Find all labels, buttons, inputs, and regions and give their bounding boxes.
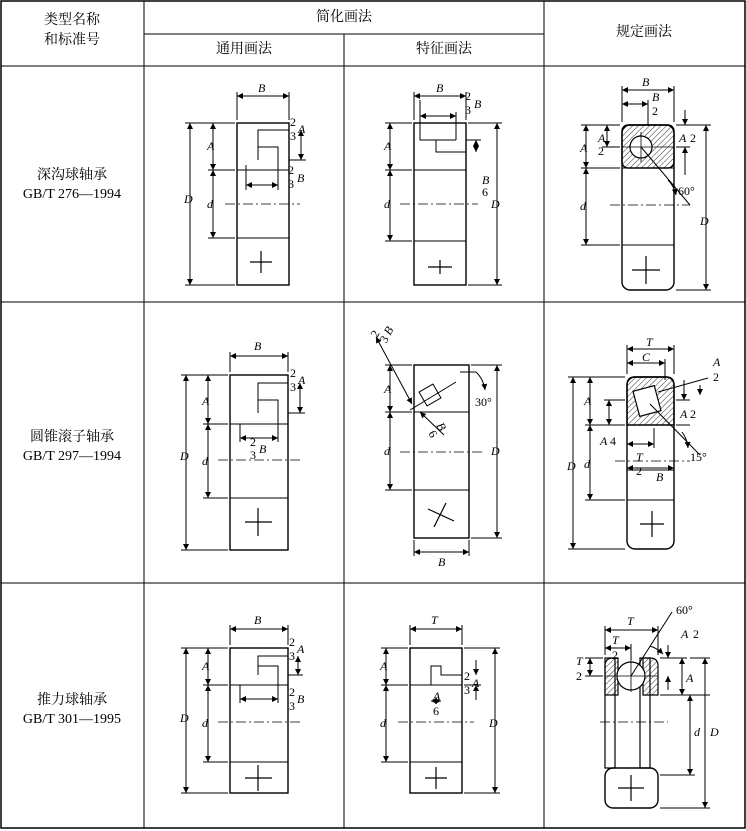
r1s-label-d: d <box>580 199 586 213</box>
header-feature: 特征画法 <box>416 41 472 57</box>
r2s-label-D: D <box>567 459 576 473</box>
r2g-label-A: A <box>202 394 210 408</box>
r3g-frac2-3: 3 <box>289 699 295 713</box>
r2f-label-B: B <box>438 555 446 569</box>
r3g-frac-3: 3 <box>289 649 295 663</box>
header-general: 通用画法 <box>216 41 272 57</box>
r3g-label-D: D <box>180 711 189 725</box>
r3s-label-T: T <box>627 614 634 628</box>
r1g-label-B: B <box>258 81 266 95</box>
r1g-frac-A: A <box>298 122 306 136</box>
r2f-frac-B: B <box>380 323 397 338</box>
r2s-fracR-2: 2 <box>713 370 719 384</box>
r3s-fracT-T: T <box>612 633 619 647</box>
r3g-frac-A: A <box>297 642 305 656</box>
r1f-label-B: B <box>436 81 444 95</box>
r2f-angle-30: 30° <box>475 395 492 409</box>
r2s-fracT-2: 2 <box>636 464 642 478</box>
r3f-label-A: A <box>380 659 388 673</box>
r3s-label-A: A <box>686 671 694 685</box>
r3s-label-d: d <box>694 725 700 739</box>
r2g-frac2-3: 3 <box>250 448 256 462</box>
header-simplified: 简化画法 <box>316 9 372 25</box>
r1g-label-A: A <box>207 139 215 153</box>
r2g-frac-3: 3 <box>290 380 296 394</box>
r1g-label-D: D <box>184 192 193 206</box>
r3f-label-d: d <box>380 716 386 730</box>
r3f-frac-2: 2 <box>464 669 470 683</box>
row-2-type: 圆锥滚子轴承 <box>30 429 114 445</box>
r2g-frac-2: 2 <box>290 366 296 380</box>
r2f-frac-3: 3 <box>376 333 392 346</box>
r1f-label-A: A <box>384 139 392 153</box>
r2f-frac-2: 2 <box>367 327 383 340</box>
header-col1-line1: 类型名称 <box>44 12 100 28</box>
row-2-standard: GB/T 297—1994 <box>22 449 122 464</box>
header-specified: 规定画法 <box>616 24 672 40</box>
r3g-frac-2: 2 <box>289 635 295 649</box>
r1s-frac-B: B <box>652 90 660 104</box>
r3s-fracA-2: 2 <box>693 627 699 641</box>
r3f-frac-A: A <box>472 676 480 690</box>
r1s-fracR-2: 2 <box>690 131 696 145</box>
row-1-standard: GB/T 276—1994 <box>22 187 122 202</box>
r1g-frac2-B: B <box>297 171 305 185</box>
r3g-label-B: B <box>254 613 262 627</box>
r2s-angle-15: 15° <box>690 450 707 464</box>
r1s-label-D: D <box>700 214 709 228</box>
r2f-label-D: D <box>491 444 500 458</box>
r1s-fracR-A: A <box>679 131 687 145</box>
r2s-fracM-A: A <box>680 407 688 421</box>
row3-general-drawing <box>181 625 303 793</box>
r2f-frac2-B: B <box>433 419 450 434</box>
r3g-frac2-B: B <box>297 692 305 706</box>
r1f-frac-B: B <box>474 97 482 111</box>
r1s-frac-2: 2 <box>652 104 658 118</box>
r2f-label-d: d <box>384 444 390 458</box>
r3g-frac2-2: 2 <box>289 685 295 699</box>
r2s-label-A: A <box>584 394 592 408</box>
r3g-label-A: A <box>202 659 210 673</box>
r3f-label-T: T <box>431 613 438 627</box>
r1s-fracL-2: 2 <box>598 144 604 158</box>
row2-general-drawing <box>181 352 305 550</box>
row-1-type: 深沟球轴承 <box>37 167 107 183</box>
r3s-fracT-2: 2 <box>612 648 618 662</box>
r1g-label-d: d <box>207 197 213 211</box>
r2s-fracR-A: A <box>713 355 721 369</box>
r3s-label-D: D <box>710 725 719 739</box>
r2s-label-B: B <box>656 470 664 484</box>
r1s-angle-60: 60° <box>678 184 695 198</box>
r3s-angle-60: 60° <box>676 603 693 617</box>
row2-specified-drawing <box>568 345 708 549</box>
r3s-fracA-A: A <box>681 627 689 641</box>
r1f-frac-3: 3 <box>465 103 471 117</box>
r2g-frac-A: A <box>298 373 306 387</box>
r2s-fracT-T: T <box>636 450 643 464</box>
r3s-fracL-T: T <box>576 654 583 668</box>
row-3-type: 推力球轴承 <box>37 692 107 708</box>
row3-feature-drawing <box>381 625 500 793</box>
r2s-fracL-4: 4 <box>610 434 616 448</box>
r2s-label-d: d <box>584 457 590 471</box>
r1s-label-A: A <box>580 141 588 155</box>
r3f-frac-3: 3 <box>464 683 470 697</box>
r2g-label-B: B <box>254 339 262 353</box>
r2s-label-C: C <box>642 350 651 364</box>
r1g-frac2-3: 3 <box>288 177 294 191</box>
r2f-frac2-6: 6 <box>425 427 441 441</box>
r2g-label-d: d <box>202 454 208 468</box>
r1f-label-d: d <box>384 197 390 211</box>
r2f-label-A: A <box>384 382 392 396</box>
r1f-frac2-B: B <box>482 173 490 187</box>
r1f-frac-2: 2 <box>465 89 471 103</box>
row-3-standard: GB/T 301—1995 <box>22 712 122 727</box>
r2s-fracM-2: 2 <box>690 407 696 421</box>
r1s-label-B: B <box>642 75 650 89</box>
row2-feature-drawing <box>376 337 502 556</box>
r2g-label-D: D <box>180 449 189 463</box>
r1f-label-D: D <box>491 197 500 211</box>
r3g-label-d: d <box>202 716 208 730</box>
r2g-frac2-B: B <box>259 442 267 456</box>
r1g-frac-2: 2 <box>290 115 296 129</box>
r3f-label-D: D <box>489 716 498 730</box>
r1g-frac-3: 3 <box>290 129 296 143</box>
header-col1-line2: 和标准号 <box>44 32 100 48</box>
row3-specified-drawing <box>585 612 710 808</box>
r1s-fracL-A: A <box>598 131 606 145</box>
r2s-label-T: T <box>646 335 653 349</box>
r3f-frac2-A: A <box>433 689 441 703</box>
r1g-frac2-2: 2 <box>288 163 294 177</box>
r1f-frac2-6: 6 <box>482 185 488 199</box>
r2s-fracL-A: A <box>600 434 608 448</box>
r3f-frac2-6: 6 <box>433 704 439 718</box>
r3s-fracL-2: 2 <box>576 669 582 683</box>
r2g-frac2-2: 2 <box>250 435 256 449</box>
